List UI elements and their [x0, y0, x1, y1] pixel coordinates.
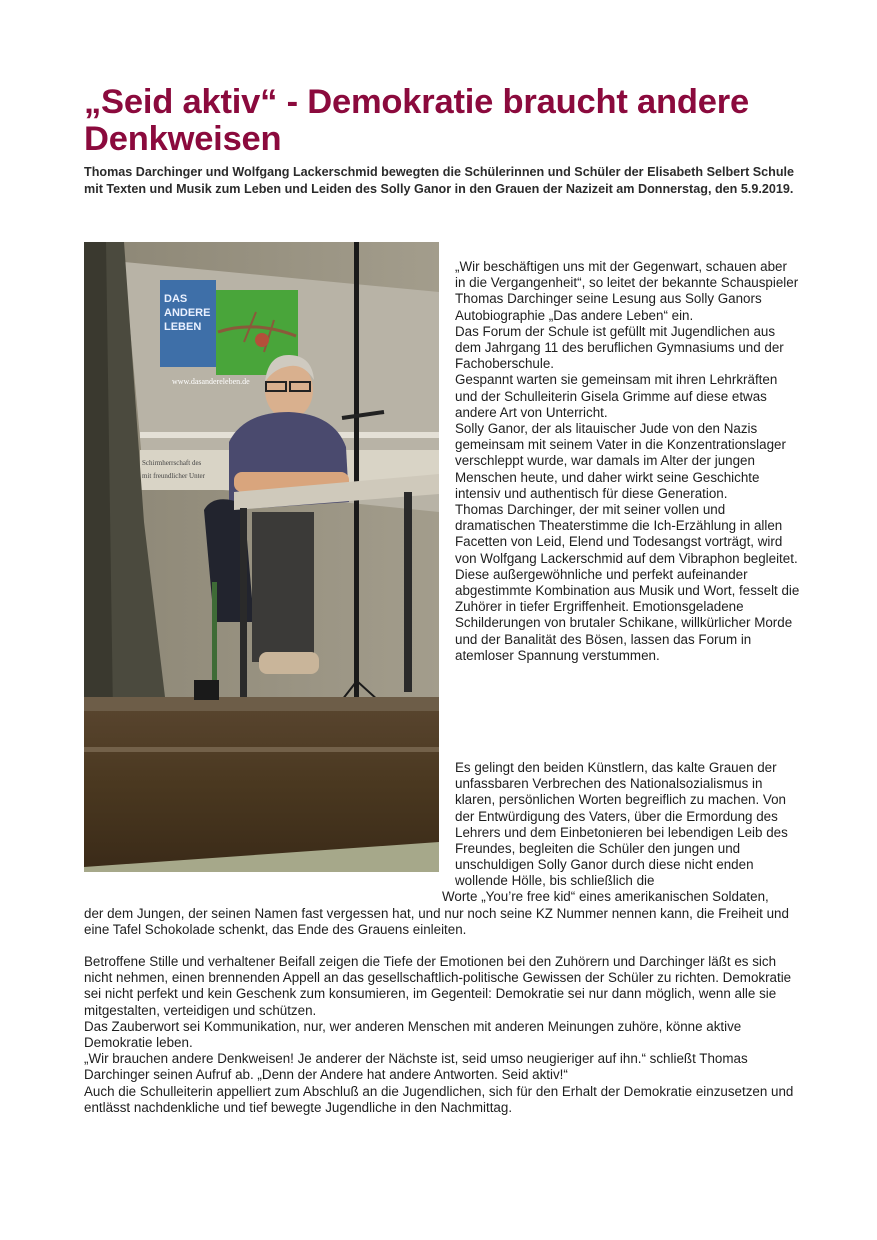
paragraph-waiting: Gespannt warten sie gemeinsam mit ihren Lehrkräften und der Schulleiterin Gisela Grimme auf diese etwas andere Art von Unterricht. [455, 372, 778, 420]
paragraph-solly-ganor: Solly Ganor, der als litauischer Jude von den Nazis gemeinsam mit seinem Vater in die Konzentrationslager verschleppt wurde, war damals im Alter der jungen Menschen heute, und daher wirkt seine Geschichte intensiv und authentisch für diese Generation. [455, 421, 786, 501]
paragraph-appeal: Betroffene Stille und verhaltener Beifall zeigen die Tiefe der Emotionen bei den Zuhörern und Darchinger läßt es sich nicht nehmen, einen brennenden Appell an das gesellschaftlich-politische Gewissen der Schüler zu richten. Demokratie sei nicht perfekt und kein Geschenk zum konsumieren, im Gegenteil: Demokratie sei nur dann möglich, wenn alle sie mitgestalten, verteidigen und schützen. [84, 954, 792, 1018]
projection-caption-2: mit freundlicher Unter [142, 472, 205, 480]
person-trousers [252, 512, 314, 662]
person-shoes [259, 652, 319, 674]
article-column-1 [455, 259, 800, 664]
article-title: „Seid aktiv“ - Demokratie braucht andere Denkweisen [84, 83, 749, 158]
paragraph-artists-continuation: der dem Jungen, der seinen Namen fast vergessen hat, und nur noch seine KZ Nummer nennen kann, die Freiheit und eine Tafel Schokolade schenkt, das Ende des Grauens einleiten. [84, 906, 789, 938]
article-lead: Thomas Darchinger und Wolfgang Lackerschmid bewegten die Schülerinnen und Schüler der Elisabeth Selbert Schule mit Texten und Musik zum Leben und Leiden des Solly Ganor in den Grauen der Nazizeit am Donnerstag, den 5.9.2019. [84, 165, 795, 196]
microphone-stand [354, 242, 359, 712]
projection-title: DAS [164, 293, 188, 305]
photo-illustration [84, 242, 439, 872]
paragraph-performance: Thomas Darchinger, der mit seiner vollen und dramatischen Theaterstimme die Ich-Erzählung in allen Facetten von Leid, Elend und Todesangst vorträgt, wird von Wolfgang Lackerschmid auf dem Vibraphon begleitet. Diese außergewöhnliche und perfekt aufeinander abgestimmte Kombination aus Musik und Wort, fesselt die Zuhörer in tiefer Ergriffenheit. Emotionsgeladene Schilderungen von brutaler Schikane, willkürlicher Morde und der Banalität des Bösen, lassen das Forum in atemloser Spannung verstummen. [455, 502, 800, 663]
chair-leg [212, 582, 217, 692]
paragraph-artists: Es gelingt den beiden Künstlern, das kalte Grauen der unfassbaren Verbrechen des Nationalsozialismus in klaren, persönlichen Worten begreiflich zu machen. Von der Entwürdigung des Vaters, über die Ermordung des Lehrers und dem Einbetonieren bei lebendigen Leib des Freundes, begleiten die Schüler den jungen und unschuldigen Solly Ganor durch diese nicht enden wollende Hölle, bis schließlich die [455, 760, 788, 889]
svg-text:LEBEN: LEBEN [164, 321, 202, 333]
floor-device [194, 680, 219, 700]
article-closing [84, 954, 804, 1116]
paragraph-quote-denkweisen: „Wir brauchen andere Denkweisen! Je anderer der Nächste ist, seid umso neugieriger auf ihn.“ schließt Thomas Darchinger seinen Aufruf ab. „Denn der Andere hat andere Antworten. Seid aktiv!“ [84, 1051, 748, 1083]
paragraph-headteacher: Auch die Schulleiterin appelliert zum Abschluß an die Jugendlichen, sich für den Erhalt der Demokratie einzusetzen und entlässt nachdenkliche und tief bewegte Jugendliche in den Nachmittag. [84, 1083, 794, 1115]
paragraph-forum: Das Forum der Schule ist gefüllt mit Jugendlichen aus dem Jahrgang 11 des beruflichen Gymnasiums und der Fachoberschule. [455, 323, 784, 372]
svg-text:ANDERE: ANDERE [164, 307, 211, 319]
paragraph-communication: Das Zauberwort sei Kommunikation, nur, wer anderen Menschen mit anderen Meinungen zuhöre, könne aktive Demokratie leben. [84, 1018, 742, 1051]
article-photo [84, 242, 439, 872]
paragraph-intro-quote: „Wir beschäftigen uns mit der Gegenwart, schauen aber in die Vergangenheit“, so leitet der bekannte Schauspieler Thomas Darchinger seine Lesung aus Solly Ganors Autobiographie „Das andere Leben“ ein. [455, 259, 799, 323]
projection-caption-1: Schirmherrschaft des [142, 459, 202, 467]
projection-url: www.dasandereleben.de [172, 377, 250, 386]
paragraph-artists-wrap-line: Worte „You’re free kid“ eines amerikanischen Soldaten, [442, 889, 769, 904]
